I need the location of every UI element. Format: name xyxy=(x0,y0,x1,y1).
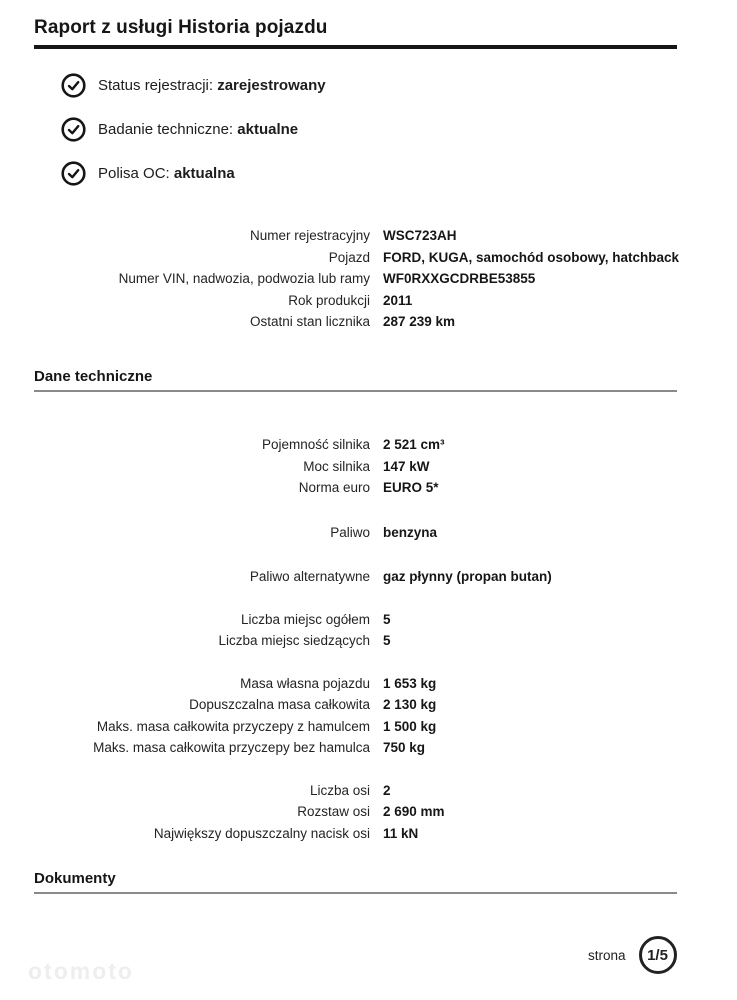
detail-value: 147 kW xyxy=(383,458,430,474)
check-circle-icon xyxy=(61,73,86,98)
section-dane-techniczne xyxy=(34,367,677,844)
detail-value: 750 kg xyxy=(383,740,426,755)
page-indicator xyxy=(588,936,677,974)
detail-value: 11 kN xyxy=(383,825,419,841)
detail-label: Pojazd xyxy=(328,249,370,265)
detail-row xyxy=(34,823,677,845)
tech-group-axles xyxy=(34,780,677,845)
check-circle-icon xyxy=(61,161,86,186)
check-circle-icon xyxy=(61,117,86,142)
detail-value: 1 500 kg xyxy=(383,718,437,734)
detail-row xyxy=(34,456,677,478)
status-label: Polisa OC: xyxy=(98,165,174,182)
detail-value: EURO 5* xyxy=(383,480,439,495)
status-item-insurance xyxy=(61,161,326,186)
detail-value: gaz płynny (propan butan) xyxy=(383,569,552,584)
detail-value: 5 xyxy=(383,611,391,627)
detail-label: Rok produkcji xyxy=(288,292,370,308)
detail-value: FORD, KUGA, samochód osobowy, hatchback xyxy=(383,249,680,265)
detail-label: Pojemność silnika xyxy=(261,437,370,452)
detail-value: 2 521 cm³ xyxy=(383,437,445,452)
status-label: Status rejestracji: xyxy=(98,77,218,94)
tech-group-alt-fuel xyxy=(34,566,677,588)
page-label: strona xyxy=(588,947,626,963)
section-heading-dokumenty: Dokumenty xyxy=(34,869,677,894)
detail-label: Numer VIN, nadwozia, podwozia lub ramy xyxy=(118,271,370,286)
detail-row xyxy=(34,673,677,695)
detail-row xyxy=(34,780,677,802)
status-value: zarejestrowany xyxy=(217,77,326,94)
detail-value: 1 653 kg xyxy=(383,675,437,691)
detail-label: Największy dopuszczalny nacisk osi xyxy=(153,825,370,841)
watermark: otomoto xyxy=(28,958,134,984)
detail-label: Paliwo xyxy=(330,524,370,540)
detail-value: 2 130 kg xyxy=(383,697,437,712)
section-dokumenty xyxy=(34,869,677,894)
detail-label: Rozstaw osi xyxy=(297,804,370,819)
detail-row xyxy=(34,630,677,652)
detail-row xyxy=(34,716,677,738)
detail-label: Ostatni stan licznika xyxy=(249,314,370,329)
report-title: Raport z usługi Historia pojazdu xyxy=(34,15,677,49)
detail-label: Maks. masa całkowita przyczepy bez hamulca xyxy=(93,740,370,755)
detail-row xyxy=(34,268,677,290)
status-text xyxy=(98,77,326,94)
status-label: Badanie techniczne: xyxy=(98,121,238,138)
registration-details xyxy=(34,225,680,333)
status-text xyxy=(98,165,235,182)
status-value: aktualna xyxy=(173,165,235,182)
detail-value: benzyna xyxy=(383,524,438,540)
detail-row xyxy=(34,566,677,588)
detail-row xyxy=(34,609,677,631)
detail-row xyxy=(34,522,677,544)
detail-label: Liczba miejsc ogółem xyxy=(240,611,370,627)
detail-value: 5 xyxy=(383,633,391,648)
detail-row xyxy=(34,737,677,759)
status-item-registration xyxy=(61,73,326,98)
detail-value: 2011 xyxy=(383,292,413,308)
detail-label: Numer rejestracyjny xyxy=(249,228,370,243)
detail-label: Dopuszczalna masa całkowita xyxy=(189,697,370,712)
detail-label: Liczba miejsc siedzących xyxy=(218,633,370,648)
status-item-inspection xyxy=(61,117,326,142)
report-header xyxy=(34,15,677,49)
section-heading-dane-techniczne: Dane techniczne xyxy=(34,367,677,392)
detail-row xyxy=(34,247,680,269)
detail-label: Paliwo alternatywne xyxy=(249,569,370,584)
tech-group-engine xyxy=(34,434,677,499)
detail-row xyxy=(34,311,677,333)
detail-value: WF0RXXGCDRBE53855 xyxy=(383,271,536,286)
detail-row xyxy=(34,290,677,312)
detail-label: Masa własna pojazdu xyxy=(240,675,370,691)
detail-value: 287 239 km xyxy=(383,314,456,329)
detail-value: WSC723AH xyxy=(383,228,457,243)
status-checklist xyxy=(61,73,326,205)
detail-label: Norma euro xyxy=(298,480,370,495)
status-text xyxy=(98,121,298,138)
tech-group-seats xyxy=(34,609,677,652)
detail-value: 2 690 mm xyxy=(383,804,445,819)
page-number-badge: 1/5 xyxy=(639,936,677,974)
detail-row xyxy=(34,694,677,716)
detail-value: 2 xyxy=(383,782,391,798)
detail-row xyxy=(34,477,677,499)
detail-row xyxy=(34,225,677,247)
tech-group-fuel xyxy=(34,522,677,544)
detail-row xyxy=(34,801,677,823)
detail-label: Moc silnika xyxy=(303,458,370,474)
detail-row xyxy=(34,434,677,456)
detail-label: Maks. masa całkowita przyczepy z hamulcem xyxy=(96,718,370,734)
detail-label: Liczba osi xyxy=(309,782,370,798)
tech-group-mass xyxy=(34,673,677,759)
status-value: aktualne xyxy=(237,121,299,138)
